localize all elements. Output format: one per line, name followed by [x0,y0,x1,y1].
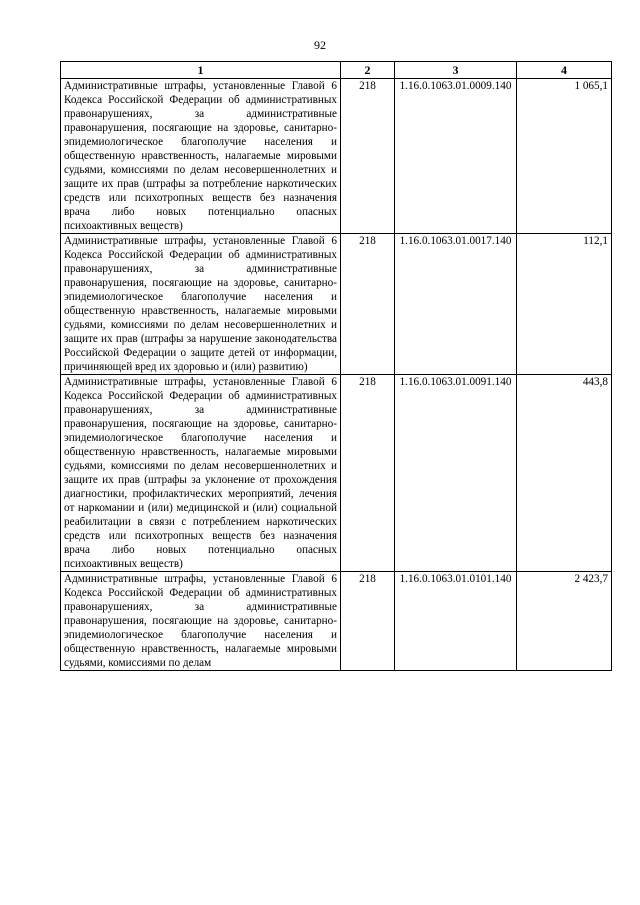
row-classification-code: 1.16.0.1063.01.0017.140 [395,234,517,375]
row-admin-code: 218 [341,572,395,671]
header-row [61,62,612,79]
row-description: Административные штрафы, установленные Главой 6 Кодекса Российской Федерации об административных правонарушениях, за административные правонарушения, посягающие на здоровье, санитарно-эпидемиологическое благополучие населения и общественную нравственность, налагаемые мировыми судьями, комиссиями по делам несовершеннолетних и защите их прав (штрафы за нарушение законодательства Российской Федерации о защите детей от информации, причиняющей вред их здоровью и (или) развитию) [61,234,341,375]
row-description: Административные штрафы, установленные Главой 6 Кодекса Российской Федерации об административных правонарушениях, за административные правонарушения, посягающие на здоровье, санитарно-эпидемиологическое благополучие населения и общественную нравственность, налагаемые мировыми судьями, комиссиями по делам [61,572,341,671]
table-header [61,62,612,79]
row-amount: 1 065,1 [517,79,612,234]
table-row [61,375,612,572]
row-classification-code: 1.16.0.1063.01.0101.140 [395,572,517,671]
row-amount: 2 423,7 [517,572,612,671]
table-row [61,572,612,671]
column-header-2: 2 [341,62,395,79]
row-admin-code: 218 [341,234,395,375]
row-description: Административные штрафы, установленные Главой 6 Кодекса Российской Федерации об административных правонарушениях, за административные правонарушения, посягающие на здоровье, санитарно-эпидемиологическое благополучие населения и общественную нравственность, налагаемые мировыми судьями, комиссиями по делам несовершеннолетних и защите их прав (штрафы за уклонение от прохождения диагностики, профилактических мероприятий, лечения от наркомании и (или) медицинской и (или) социальной реабилитации в связи с потреблением наркотических средств или психотропных веществ без назначения врача либо новых потенциально опасных психоактивных веществ) [61,375,341,572]
page-number: 92 [314,38,326,52]
row-admin-code: 218 [341,375,395,572]
row-admin-code: 218 [341,79,395,234]
budget-revenue-table [60,61,612,671]
table-body [61,79,612,671]
column-header-4: 4 [517,62,612,79]
table-row [61,234,612,375]
row-classification-code: 1.16.0.1063.01.0009.140 [395,79,517,234]
table-row [61,79,612,234]
row-description: Административные штрафы, установленные Главой 6 Кодекса Российской Федерации об административных правонарушениях, за административные правонарушения, посягающие на здоровье, санитарно-эпидемиологическое благополучие населения и общественную нравственность, налагаемые мировыми судьями, комиссиями по делам несовершеннолетних и защите их прав (штрафы за потребление наркотических средств или психотропных веществ без назначения врача либо новых потенциально опасных психоактивных веществ) [61,79,341,234]
row-amount: 112,1 [517,234,612,375]
row-classification-code: 1.16.0.1063.01.0091.140 [395,375,517,572]
column-header-1: 1 [61,62,341,79]
row-amount: 443,8 [517,375,612,572]
column-header-3: 3 [395,62,517,79]
